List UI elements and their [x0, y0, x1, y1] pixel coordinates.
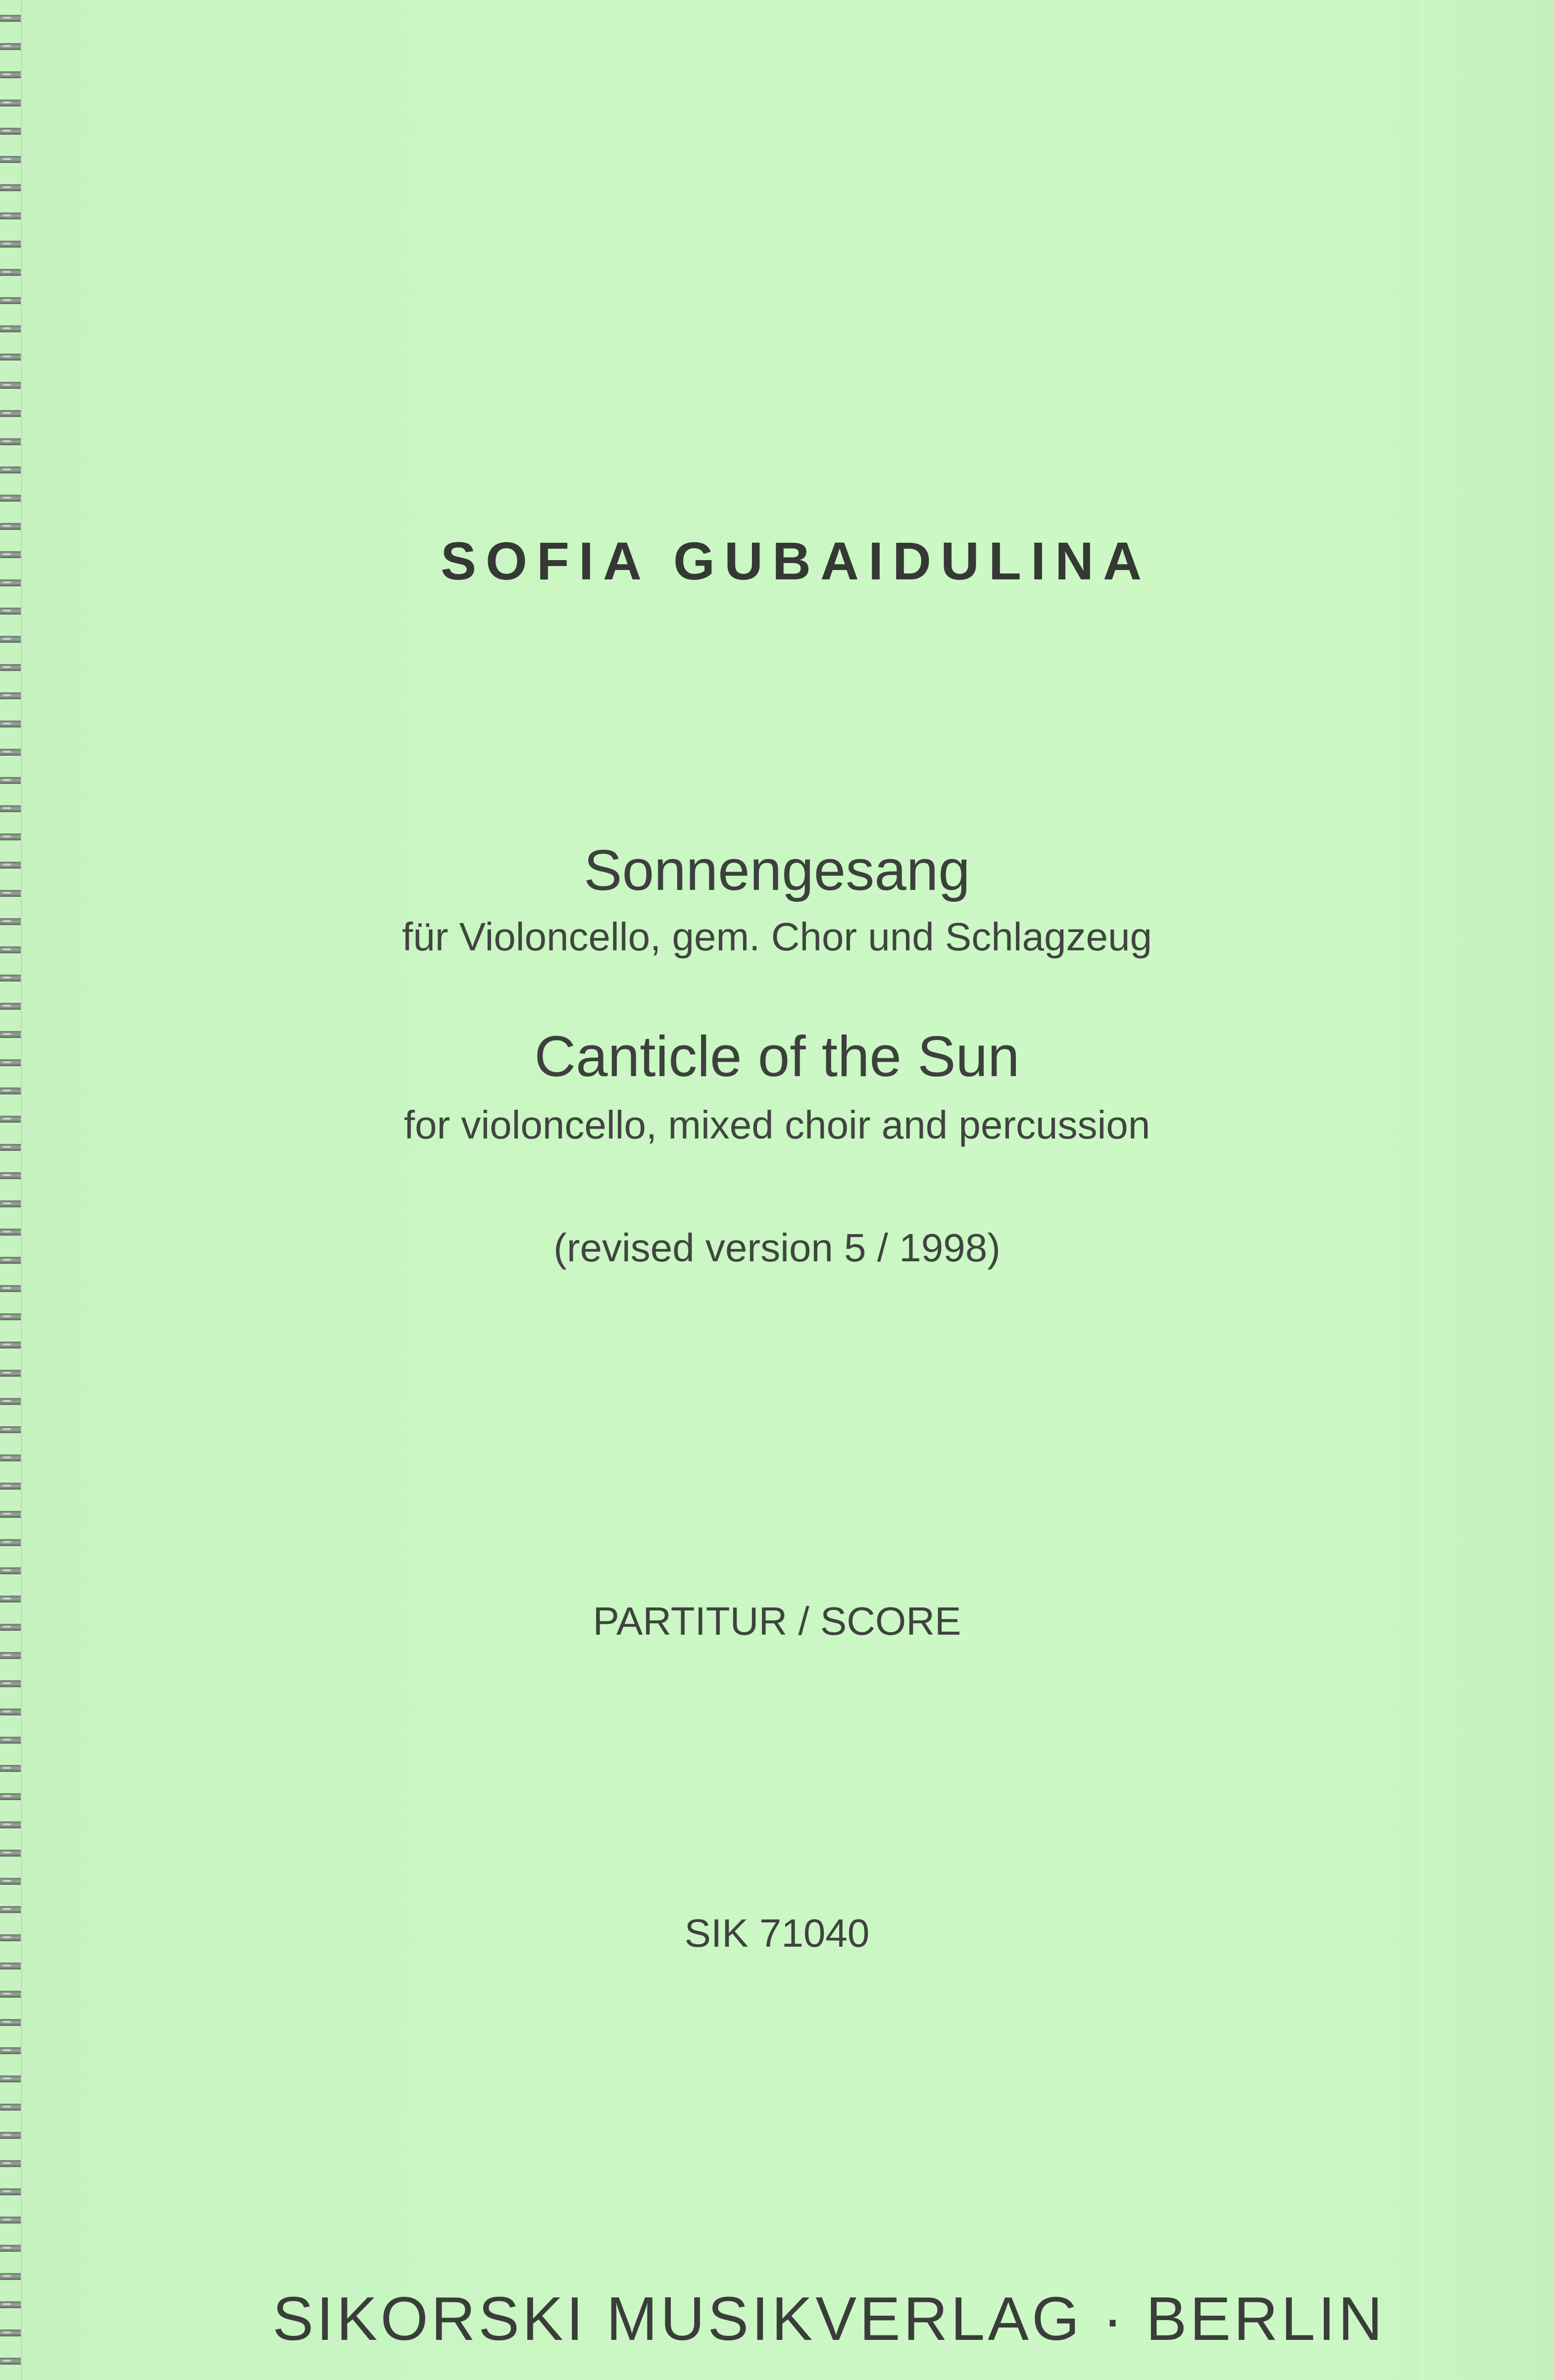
subtitle-english: for violoncello, mixed choir and percussion — [403, 1103, 1151, 1147]
title-german: Sonnengesang — [584, 838, 970, 902]
spiral-binding — [0, 0, 22, 2380]
publisher-name: SIKORSKI MUSIKVERLAG · BERLIN — [272, 2285, 1386, 2353]
paper-fold-line — [1421, 0, 1424, 2380]
catalog-number: SIK 71040 — [684, 1911, 870, 1955]
score-label: PARTITUR / SCORE — [593, 1599, 961, 1643]
subtitle-german: für Violoncello, gem. Chor und Schlagzeug — [402, 915, 1152, 959]
composer-name: SOFIA GUBAIDULINA — [441, 531, 1151, 591]
revision-note: (revised version 5 / 1998) — [553, 1226, 1001, 1270]
title-english: Canticle of the Sun — [534, 1024, 1020, 1088]
